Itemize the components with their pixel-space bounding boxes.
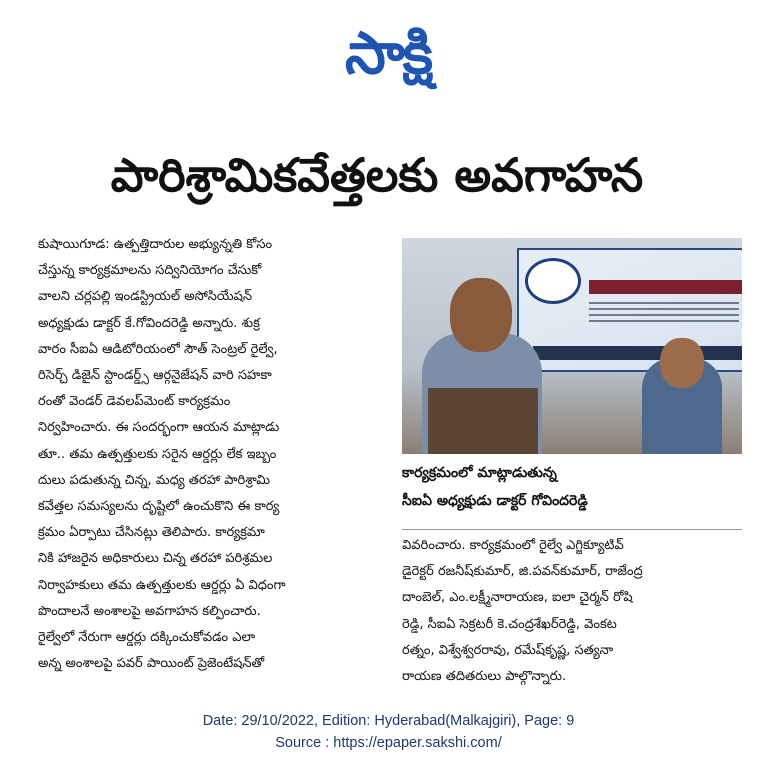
seated-guest-head: [660, 338, 704, 388]
podium: [428, 388, 538, 454]
article-line: దులు పడుతున్న చిన్న, మధ్య తరహా పారిశ్రామి: [38, 472, 271, 488]
article-line: రిసెర్చ్ డిజైన్ స్టాండర్డ్స్ ఆర్గనైజేషన్ వారి సహకా: [38, 368, 272, 384]
article-line: చేస్తున్న కార్యక్రమాలను సద్వినియోగం చేసుకో: [38, 263, 262, 279]
edition-info: Date: 29/10/2022, Edition: Hyderabad(Malkajgiri), Page: 9: [202, 713, 575, 729]
caption-line: కార్యక్రమంలో మాట్లాడుతున్న: [402, 465, 557, 481]
event-photo: [402, 238, 742, 454]
caption-line: సీఐఏ అధ్యక్షుడు డాక్టర్ గోవిందరెడ్డి: [402, 493, 588, 509]
article-line: వివరించారు. కార్యక్రమంలో రైల్వే ఎగ్జిక్యూటివ్: [402, 538, 624, 553]
article-line: రాయణ తదితరులు పాల్గొన్నారు.: [402, 669, 567, 685]
article-line: వారం సీఐఏ ఆడిటోరియంలో సౌత్ సెంట్రల్ రైల్వే,: [38, 341, 278, 357]
article-line: అధ్యక్షుడు డాక్టర్ కే.గోవిందరెడ్డి అన్నారు. శుక్ర: [38, 315, 260, 331]
article-line: నికి హాజరైన అధికారులు చిన్న తరహా పరిశ్రమల: [38, 551, 273, 567]
article-line: రెడ్డి, సీఐఏ సెక్రటరీ కె.చంద్రశేఖర్‌రెడ్డి, వెంకట: [402, 616, 617, 632]
banner-text-lines: [589, 302, 739, 326]
article-line: క్రమం ఏర్పాటు చేసినట్లు తెలిపారు. కార్యక్రమా: [38, 525, 265, 541]
article-line: వాలని చర్లపల్లి ఇండస్ట్రియల్ అసోసియేషన్: [38, 289, 252, 305]
association-logo: [525, 258, 581, 304]
source-footer: [0, 710, 777, 760]
article-body-left: [38, 232, 395, 677]
banner-title-strip: [589, 280, 742, 294]
article-body-right: [402, 533, 744, 690]
article-line: కవేత్తల సమస్యలను దృష్టిలో ఉంచుకొని ఈ కార్య: [38, 499, 280, 515]
article-headline: పారిశ్రామికవేత్తలకు అవగాహన: [110, 148, 644, 202]
article-line: అన్న అంశాలపై పవర్ పాయింట్ ప్రెజెంటేషన్‌తో: [38, 656, 265, 672]
article-line: రైల్వేలో నేరుగా ఆర్డర్లు దక్కించుకోవడం ఎలా: [38, 630, 256, 646]
speaker-head: [450, 278, 512, 352]
article-line: నిర్వాహకులు తమ ఉత్పత్తులకు ఆర్డర్లు ఏ విధంగా: [38, 577, 286, 593]
photo-caption: [402, 459, 742, 530]
article-line: తూ.. తమ ఉత్పత్తులకు సరైన ఆర్డర్లు లేక ఇబ్బం: [38, 446, 277, 462]
masthead-logo: సాక్షి: [344, 18, 432, 87]
article-line: రంతో వెండర్ డెవలప్‌మెంట్ కార్యక్రమం: [38, 394, 231, 410]
article-line: డైరెక్టర్ రజనీష్‌కుమార్, జి.పవన్‌కుమార్, రాజేంద్ర: [402, 564, 643, 580]
article-line: దాంబెల్, ఎం.లక్ష్మీనారాయణ, ఐలా చైర్మన్ రోషి: [402, 590, 633, 606]
article-line: రత్నం, విశ్వేశ్వరరావు, రమేష్‌కృష్ణ, సత్యనా: [402, 642, 614, 658]
article-line: పొందాలనే అంశాలపై అవగాహన కల్పించారు.: [38, 603, 261, 619]
event-banner: [517, 248, 742, 372]
banner-name-strip: [533, 346, 742, 360]
article-line: నిర్వహించారు. ఈ సందర్భంగా ఆయన మాట్లాడు: [38, 420, 280, 436]
source-url: Source : https://epaper.sakshi.com/: [275, 735, 502, 751]
adjacent-column-fragment: [758, 150, 777, 670]
article-line: కుషాయిగూడ: ఉత్పత్తిదారుల అభ్యున్నతి కోసం: [38, 237, 273, 252]
